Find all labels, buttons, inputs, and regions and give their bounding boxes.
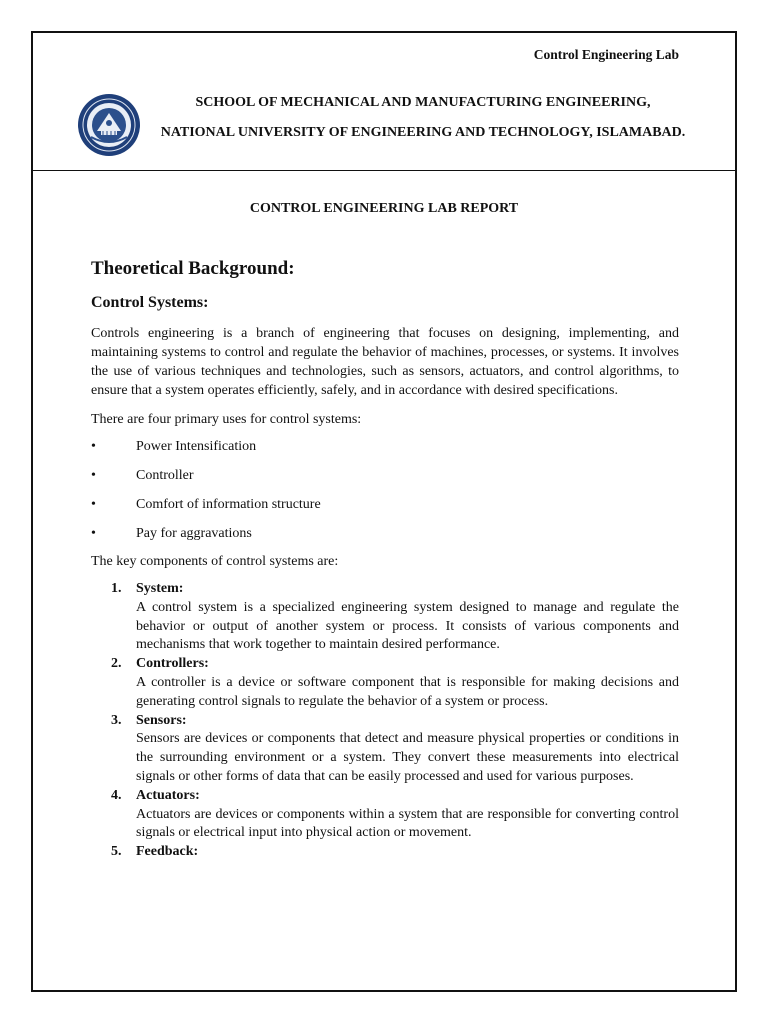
component-description: A controller is a device or software component that is responsible for making decisions and generating control signals to regulate the behavior of a system or process. [136,674,679,709]
bullet-icon: • [91,468,96,483]
component-item [91,655,679,711]
component-number: 3. [111,712,122,728]
component-item [91,843,679,862]
component-term: Actuators: [136,787,200,803]
list-item-text: Pay for aggravations [136,526,252,541]
component-number: 2. [111,656,122,672]
intro-paragraph: Controls engineering is a branch of engineering that focuses on designing, implementing, and maintaining systems to control and regulate the behavior of machines, processes, or systems. It involves the use of various techniques and technologies, such as sensors, actuators, and control algorithms, to ensure that a system operates efficiently, safely, and in accordance with desired specifications. [91,326,679,398]
list-item [91,437,679,456]
page-border [31,31,737,992]
header-university-name: NATIONAL UNIVERSITY OF ENGINEERING AND TECHNOLOGY, ISLAMABAD. [160,125,686,140]
component-item [91,580,679,655]
report-body [91,256,679,862]
component-description: Actuators are devices or components within a system that are responsible for converting control signals or electrical input into physical action or movement. [136,806,679,841]
document-header [33,33,735,171]
component-term: System: [136,581,184,596]
list-item [91,466,679,485]
list-item [91,524,679,543]
component-number: 1. [111,581,122,596]
uses-list [91,437,679,543]
component-term: Feedback: [136,844,199,860]
components-list [91,580,679,862]
list-item-text: Power Intensification [136,439,257,454]
subsection-heading: Control Systems: [91,294,209,311]
section-heading: Theoretical Background: [91,258,295,279]
component-term: Sensors: [136,712,187,728]
component-item [91,787,679,843]
component-number: 4. [111,787,122,803]
component-number: 5. [111,844,122,860]
list-item-text: Controller [136,468,194,483]
header-lab-name: Control Engineering Lab [533,47,679,62]
component-item [91,712,679,787]
component-term: Controllers: [136,656,209,672]
header-school-name: SCHOOL OF MECHANICAL AND MANUFACTURING ENGINEERING, [195,95,651,110]
university-seal-icon [77,93,141,157]
component-description: A control system is a specialized engineering system designed to manage and regulate the behavior or output of another system or process. It consists of various components and mechanisms that work together to maintain desired performance. [136,599,679,653]
components-intro: The key components of control systems are: [91,554,339,569]
bullet-icon: • [91,439,96,454]
bullet-icon: • [91,526,96,541]
bullet-icon: • [91,497,96,512]
list-item-text: Comfort of information structure [136,497,321,512]
report-title: CONTROL ENGINEERING LAB REPORT [249,201,519,216]
list-item [91,495,679,514]
uses-intro: There are four primary uses for control systems: [91,412,362,427]
component-description: Sensors are devices or components that detect and measure physical properties or conditions in the surrounding environment or a system. They convert these measurements into electrical signals or other forms of data that can be easily processed and used for various purposes. [136,731,679,784]
